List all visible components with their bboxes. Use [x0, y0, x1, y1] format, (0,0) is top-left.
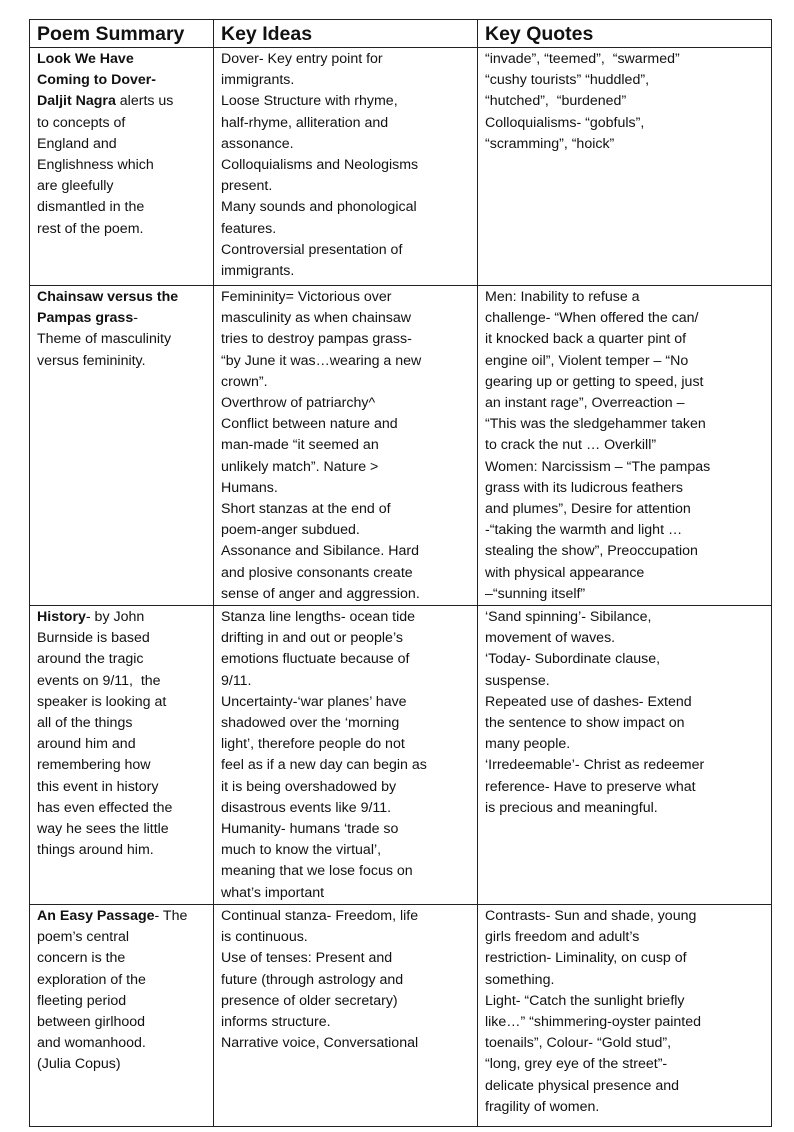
quote-line: is precious and meaningful.	[485, 799, 658, 816]
quote-line: suspense.	[485, 672, 550, 689]
summary-line	[37, 607, 208, 628]
idea-line: man-made “it seemed an	[221, 437, 379, 454]
idea-line: Humanity- humans ‘trade so	[221, 821, 399, 838]
idea-line: presence of older secretary)	[221, 992, 398, 1009]
quote-line: Colloquialisms- “gobfuls”,	[485, 114, 645, 131]
summary-text: rest of the poem.	[37, 220, 144, 237]
idea-line: Narrative voice, Conversational	[221, 1035, 419, 1052]
quote-line: stealing the show”, Preoccupation	[485, 543, 698, 560]
idea-line: crown”.	[221, 373, 268, 390]
idea-line: half-rhyme, alliteration and	[221, 114, 389, 131]
summary-text: concern is the	[37, 950, 126, 967]
quote-line: Light- “Catch the sunlight briefly	[485, 992, 685, 1009]
quote-line: Repeated use of dashes- Extend	[485, 693, 692, 710]
summary-text: - The	[154, 907, 188, 924]
table-row	[30, 286, 772, 606]
idea-line: Humans.	[221, 479, 278, 496]
summary-text: to concepts of	[37, 114, 126, 131]
quote-line: “hutched”, “burdened”	[485, 93, 627, 110]
summary-line	[37, 713, 208, 734]
summary-text: has even effected the	[37, 799, 173, 816]
summary-text: remembering how	[37, 757, 151, 774]
idea-line: is continuous.	[221, 929, 308, 946]
summary-text: versus femininity.	[37, 352, 146, 369]
idea-line: emotions fluctuate because of	[221, 651, 410, 668]
idea-line: Assonance and Sibilance. Hard	[221, 543, 419, 560]
poem-summary-cell	[30, 286, 214, 606]
quote-line: toenails”, Colour- “Gold stud”,	[485, 1035, 672, 1052]
idea-line: light’, therefore people do not	[221, 736, 405, 753]
idea-line: Short stanzas at the end of	[221, 501, 391, 518]
idea-line: meaning that we lose focus on	[221, 863, 413, 880]
summary-line	[37, 777, 208, 798]
key-ideas-cell	[214, 286, 478, 606]
idea-line: drifting in and out or people’s	[221, 630, 403, 647]
quote-line: like…” “shimmering-oyster painted	[485, 1013, 702, 1030]
idea-line: Use of tenses: Present and	[221, 950, 393, 967]
idea-line: Dover- Key entry point for	[221, 51, 383, 67]
quote-line: Men: Inability to refuse a	[485, 289, 640, 305]
summary-line	[37, 948, 208, 969]
quote-line: “This was the sledgehammer taken	[485, 416, 706, 433]
poem-title-text: Chainsaw versus the	[37, 289, 179, 305]
idea-line: Controversial presentation of	[221, 241, 403, 258]
summary-line	[37, 308, 208, 329]
summary-line	[37, 113, 208, 134]
idea-line: much to know the virtual’,	[221, 842, 382, 859]
quote-line: “scramming”, “hoick”	[485, 135, 615, 152]
idea-line: it is being overshadowed by	[221, 778, 397, 795]
quote-line: fragility of women.	[485, 1098, 600, 1115]
quote-line: something.	[485, 971, 555, 988]
quote-line: –“sunning itself”	[485, 585, 586, 602]
key-quotes-cell	[478, 904, 772, 1126]
idea-line: 9/11.	[221, 672, 252, 689]
summary-text: speaker is looking at	[37, 693, 167, 710]
summary-line	[37, 70, 208, 91]
idea-line: Femininity= Victorious over	[221, 289, 392, 305]
header-key-quotes: Key Quotes	[478, 20, 772, 48]
summary-line	[37, 798, 208, 819]
summary-line	[37, 91, 208, 112]
summary-line	[37, 755, 208, 776]
idea-line: Uncertainty-‘war planes’ have	[221, 693, 407, 710]
summary-text: and womanhood.	[37, 1035, 146, 1052]
table-row	[30, 904, 772, 1126]
idea-line: Conflict between nature and	[221, 416, 398, 433]
quote-line: reference- Have to preserve what	[485, 778, 696, 795]
summary-text: around him and	[37, 736, 136, 753]
quote-line: ‘Irredeemable’- Christ as redeemer	[485, 757, 705, 774]
summary-line	[37, 329, 208, 350]
summary-line	[37, 734, 208, 755]
summary-text: Burnside is based	[37, 630, 150, 647]
poem-summary-cell	[30, 904, 214, 1126]
summary-text: Englishness which	[37, 157, 154, 174]
key-quotes-cell	[478, 286, 772, 606]
summary-line	[37, 649, 208, 670]
idea-line: informs structure.	[221, 1013, 331, 1030]
idea-line: immigrants.	[221, 263, 295, 280]
idea-line: feel as if a new day can begin as	[221, 757, 427, 774]
summary-line	[37, 219, 208, 240]
idea-line: assonance.	[221, 135, 294, 152]
idea-line: Stanza line lengths- ocean tide	[221, 609, 416, 626]
poem-summary-cell	[30, 606, 214, 905]
poem-title-text: Look We Have	[37, 51, 134, 67]
summary-line	[37, 840, 208, 861]
summary-line	[37, 970, 208, 991]
idea-line: tries to destroy pampas grass-	[221, 331, 412, 348]
table-row	[30, 48, 772, 286]
header-row	[30, 20, 772, 48]
idea-line: Colloquialisms and Neologisms	[221, 157, 419, 174]
idea-line: masculinity as when chainsaw	[221, 310, 412, 327]
summary-text: exploration of the	[37, 971, 146, 988]
summary-text: between girlhood	[37, 1013, 146, 1030]
summary-text: all of the things	[37, 715, 133, 732]
quote-line: the sentence to show impact on	[485, 715, 685, 732]
quote-line: engine oil”, Violent temper – “No	[485, 352, 689, 369]
summary-line	[37, 671, 208, 692]
quote-line: movement of waves.	[485, 630, 616, 647]
summary-line	[37, 134, 208, 155]
quote-line: “cushy tourists” “huddled”,	[485, 72, 650, 89]
idea-line: sense of anger and aggression.	[221, 585, 420, 602]
idea-line: and plosive consonants create	[221, 564, 413, 581]
idea-line: features.	[221, 220, 277, 237]
quote-line: Women: Narcissism – “The pampas	[485, 458, 711, 475]
summary-text: are gleefully	[37, 178, 114, 195]
key-quotes-cell	[478, 48, 772, 286]
idea-line: poem-anger subdued.	[221, 522, 360, 539]
summary-line	[37, 1054, 208, 1075]
summary-text: around the tragic	[37, 651, 144, 668]
summary-line	[37, 197, 208, 218]
summary-line	[37, 155, 208, 176]
summary-line	[37, 287, 208, 308]
header-key-ideas: Key Ideas	[214, 20, 478, 48]
poem-title-text: History	[37, 609, 86, 626]
summary-line	[37, 927, 208, 948]
poem-title-text: An Easy Passage	[37, 907, 155, 924]
key-quotes-cell	[478, 606, 772, 905]
poem-summary-cell	[30, 48, 214, 286]
idea-line: “by June it was…wearing a new	[221, 352, 422, 369]
summary-text: (Julia Copus)	[37, 1056, 121, 1073]
summary-line	[37, 49, 208, 70]
key-ideas-cell	[214, 904, 478, 1126]
summary-text: dismantled in the	[37, 199, 145, 216]
key-ideas-cell	[214, 48, 478, 286]
summary-line	[37, 1012, 208, 1033]
idea-line: what’s important	[221, 884, 325, 901]
quote-line: restriction- Liminality, on cusp of	[485, 950, 687, 967]
summary-text: Theme of masculinity	[37, 331, 172, 348]
quote-line: to crack the nut … Overkill”	[485, 437, 657, 454]
poem-table	[29, 19, 772, 1127]
quote-line: Contrasts- Sun and shade, young	[485, 907, 697, 924]
idea-line: future (through astrology and	[221, 971, 404, 988]
summary-text: fleeting period	[37, 992, 127, 1009]
quote-line: ‘Sand spinning’- Sibilance,	[485, 609, 652, 626]
poem-title-text: Coming to Dover-	[37, 72, 157, 89]
key-ideas-cell	[214, 606, 478, 905]
quote-line: with physical appearance	[485, 564, 645, 581]
quote-line: it knocked back a quarter pint of	[485, 331, 687, 348]
quote-line: gearing up or getting to speed, just	[485, 373, 704, 390]
summary-line	[37, 176, 208, 197]
poem-title-text: Daljit Nagra	[37, 93, 116, 110]
quote-line: many people.	[485, 736, 571, 753]
summary-line	[37, 1033, 208, 1054]
quote-line: and plumes”, Desire for attention	[485, 501, 691, 518]
idea-line: immigrants.	[221, 72, 295, 89]
idea-line: shadowed over the ‘morning	[221, 715, 400, 732]
summary-text: - by John	[85, 609, 145, 626]
summary-line	[37, 351, 208, 372]
quote-line: -“taking the warmth and light …	[485, 522, 683, 539]
header-poem-summary: Poem Summary	[30, 20, 214, 48]
poem-title-text: Pampas grass	[37, 310, 134, 327]
summary-line	[37, 628, 208, 649]
idea-line: unlikely match”. Nature >	[221, 458, 379, 475]
summary-line	[37, 906, 208, 927]
quote-line: grass with its ludicrous feathers	[485, 479, 683, 496]
idea-line: Many sounds and phonological	[221, 199, 417, 216]
idea-line: present.	[221, 178, 273, 195]
summary-line	[37, 819, 208, 840]
summary-text: -	[133, 310, 138, 327]
summary-text: alerts us	[115, 93, 174, 110]
summary-text: poem’s central	[37, 929, 130, 946]
summary-line	[37, 692, 208, 713]
quote-line: an instant rage”, Overreaction –	[485, 395, 685, 412]
idea-line: Continual stanza- Freedom, life	[221, 907, 419, 924]
quote-line: girls freedom and adult’s	[485, 929, 640, 946]
idea-line: disastrous events like 9/11.	[221, 799, 392, 816]
summary-text: events on 9/11, the	[37, 672, 161, 689]
summary-text: way he sees the little	[37, 821, 169, 838]
quote-line: ‘Today- Subordinate clause,	[485, 651, 661, 668]
quote-line: delicate physical presence and	[485, 1077, 680, 1094]
summary-text: England and	[37, 135, 117, 152]
table-row	[30, 606, 772, 905]
idea-line: Overthrow of patriarchy^	[221, 395, 376, 412]
quote-line: “long, grey eye of the street”-	[485, 1056, 668, 1073]
summary-line	[37, 991, 208, 1012]
summary-text: things around him.	[37, 842, 154, 859]
summary-text: this event in history	[37, 778, 159, 795]
idea-line: Loose Structure with rhyme,	[221, 93, 398, 110]
quote-line: “invade”, “teemed”, “swarmed”	[485, 51, 680, 67]
quote-line: challenge- “When offered the can/	[485, 310, 699, 327]
